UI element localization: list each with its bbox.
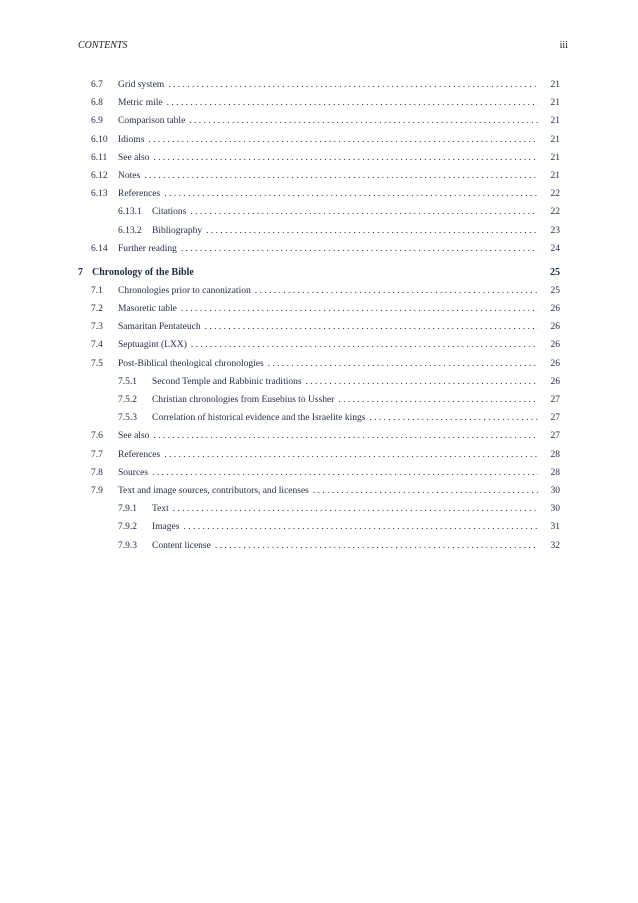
toc-chapter-7[interactable] — [78, 264, 560, 282]
toc-entry-label: Septuagint (LXX) — [118, 336, 191, 354]
toc-entry-page: 24 — [538, 240, 560, 258]
page-number: iii — [559, 40, 568, 51]
toc-entry-7-4[interactable] — [78, 336, 560, 354]
toc-entry-7-5-3[interactable] — [78, 409, 560, 427]
toc-entry-7-8[interactable] — [78, 464, 560, 482]
toc-entry-7-5-1[interactable] — [78, 373, 560, 391]
toc-entry-page: 26 — [538, 318, 560, 336]
toc-entry-label: Masoretic table — [118, 300, 181, 318]
toc-entry-page: 21 — [538, 149, 560, 167]
toc-entry-7-6[interactable] — [78, 427, 560, 445]
toc-entry-6-13-2[interactable] — [78, 222, 560, 240]
toc-entry-number: 7.1 — [91, 285, 103, 296]
dot-leader — [153, 149, 538, 167]
toc-entry-6-14[interactable] — [78, 240, 560, 258]
dot-leader — [181, 300, 538, 318]
toc-chapter-label: Chronology of the Bible — [92, 264, 198, 282]
toc-entry-label: Sources — [118, 464, 152, 482]
toc-entry-label: Text — [152, 500, 173, 518]
dot-leader — [164, 185, 538, 203]
toc-entry-label: See also — [118, 427, 153, 445]
toc-entry-page: 27 — [538, 391, 560, 409]
toc-entry-7-1[interactable] — [78, 282, 560, 300]
toc-entry-number: 6.14 — [91, 243, 108, 254]
toc-entry-6-12[interactable] — [78, 167, 560, 185]
toc-entry-page: 26 — [538, 373, 560, 391]
dot-leader — [153, 427, 538, 445]
running-header-title: CONTENTS — [78, 40, 128, 51]
toc-entry-7-3[interactable] — [78, 318, 560, 336]
toc-entry-number: 7.5.1 — [118, 376, 137, 387]
toc-entry-page: 22 — [538, 203, 560, 221]
toc-entry-number: 6.13 — [91, 189, 108, 200]
toc-entry-label: References — [118, 446, 164, 464]
toc-entry-page: 27 — [538, 427, 560, 445]
toc-entry-label: Notes — [118, 167, 144, 185]
toc-entry-page: 31 — [538, 518, 560, 536]
toc-entry-page: 32 — [538, 537, 560, 555]
toc-entry-label: Further reading — [118, 240, 181, 258]
toc-entry-page: 30 — [538, 482, 560, 500]
toc-entry-label: Content license — [152, 537, 215, 555]
toc-entry-number: 6.7 — [91, 80, 103, 90]
toc-entry-page: 26 — [538, 355, 560, 373]
toc-entry-label: Metric mile — [118, 94, 167, 112]
dot-leader — [205, 318, 538, 336]
toc-entry-page: 21 — [538, 76, 560, 94]
toc-entry-6-9[interactable] — [78, 112, 560, 130]
toc-entry-page: 21 — [538, 167, 560, 185]
toc-entry-number: 7.5.2 — [118, 395, 137, 405]
toc-entry-6-7[interactable] — [78, 76, 560, 94]
toc-entry-page: 21 — [538, 94, 560, 112]
toc-entry-number: 7.7 — [91, 449, 103, 460]
table-of-contents — [78, 76, 560, 555]
toc-entry-page: 28 — [538, 464, 560, 482]
toc-entry-7-9-2[interactable] — [78, 518, 560, 536]
toc-entry-number: 7.9.1 — [118, 504, 137, 515]
toc-entry-page: 21 — [538, 112, 560, 130]
toc-entry-page: 28 — [538, 446, 560, 464]
toc-entry-label: Chronologies prior to canonization — [118, 282, 255, 300]
toc-entry-label: Correlation of historical evidence and the Israelite kings — [152, 409, 369, 427]
toc-entry-label: Bibliography — [152, 222, 206, 240]
dot-leader — [173, 500, 538, 518]
dot-leader — [183, 518, 538, 536]
dot-leader — [338, 391, 538, 409]
dot-leader — [181, 240, 538, 258]
toc-entry-page: 25 — [538, 282, 560, 300]
dot-leader — [369, 409, 538, 427]
toc-entry-number: 7.9 — [91, 485, 103, 496]
dot-leader — [189, 112, 538, 130]
toc-entry-label: Images — [152, 518, 183, 536]
toc-entry-number: 7.5.3 — [118, 413, 137, 424]
toc-entry-page: 27 — [538, 409, 560, 427]
toc-chapter-number: 7 — [78, 266, 83, 278]
toc-entry-6-8[interactable] — [78, 94, 560, 112]
toc-entry-7-5-2[interactable] — [78, 391, 560, 409]
toc-entry-7-2[interactable] — [78, 300, 560, 318]
toc-entry-number: 7.8 — [91, 467, 103, 478]
toc-entry-page: 21 — [538, 131, 560, 149]
toc-entry-7-9-1[interactable] — [78, 500, 560, 518]
dot-leader — [306, 373, 538, 391]
toc-entry-number: 6.9 — [91, 116, 103, 127]
toc-entry-number: 7.9.3 — [118, 540, 137, 551]
dot-leader — [164, 446, 538, 464]
toc-entry-label: Second Temple and Rabbinic traditions — [152, 373, 306, 391]
dot-leader — [191, 336, 538, 354]
dot-leader — [144, 167, 538, 185]
toc-entry-label: See also — [118, 149, 153, 167]
toc-entry-number: 7.9.2 — [118, 522, 137, 533]
toc-entry-number: 7.2 — [91, 304, 103, 315]
toc-entry-number: 7.5 — [91, 358, 103, 369]
dot-leader — [167, 94, 538, 112]
dot-leader — [215, 537, 538, 555]
toc-entry-7-7[interactable] — [78, 446, 560, 464]
dot-leader — [168, 76, 538, 94]
toc-entry-page: 23 — [538, 222, 560, 240]
toc-entry-number: 6.10 — [91, 134, 108, 145]
toc-entry-number: 6.8 — [91, 98, 103, 109]
toc-entry-label: Post-Biblical theological chronologies — [118, 355, 268, 373]
toc-entry-number: 6.12 — [91, 170, 108, 181]
toc-entry-7-9[interactable] — [78, 482, 560, 500]
toc-entry-number: 7.4 — [91, 340, 103, 351]
dot-leader — [313, 482, 538, 500]
toc-entry-label: Grid system — [118, 76, 168, 94]
dot-leader — [268, 355, 538, 373]
toc-entry-page: 26 — [538, 336, 560, 354]
toc-entry-6-10[interactable] — [78, 131, 560, 149]
toc-entry-label: Citations — [152, 203, 190, 221]
toc-entry-label: Comparison table — [118, 112, 189, 130]
running-header — [78, 39, 568, 53]
toc-entry-page: 26 — [538, 300, 560, 318]
toc-entry-6-13[interactable] — [78, 185, 560, 203]
toc-entry-label: Text and image sources, contributors, and licenses — [118, 482, 313, 500]
toc-entry-number: 7.6 — [91, 431, 103, 442]
toc-entry-label: Christian chronologies from Eusebius to Ussher — [152, 391, 338, 409]
toc-entry-page: 22 — [538, 185, 560, 203]
toc-entry-label: Samaritan Pentateuch — [118, 318, 205, 336]
toc-entry-7-9-3[interactable] — [78, 537, 560, 555]
dot-leader — [255, 282, 538, 300]
toc-entry-6-11[interactable] — [78, 149, 560, 167]
toc-entry-number: 6.11 — [91, 152, 108, 163]
toc-entry-6-13-1[interactable] — [78, 203, 560, 221]
dot-leader — [152, 464, 538, 482]
toc-entry-number: 6.13.1 — [118, 207, 142, 218]
toc-entry-page: 30 — [538, 500, 560, 518]
dot-leader — [148, 131, 538, 149]
toc-chapter-page: 25 — [538, 264, 560, 282]
toc-entry-label: References — [118, 185, 164, 203]
dot-leader — [206, 222, 538, 240]
toc-entry-label: Idioms — [118, 131, 148, 149]
toc-entry-number: 6.13.2 — [118, 225, 142, 236]
dot-leader — [190, 203, 538, 221]
toc-entry-number: 7.3 — [91, 322, 103, 333]
toc-entry-7-5[interactable] — [78, 355, 560, 373]
